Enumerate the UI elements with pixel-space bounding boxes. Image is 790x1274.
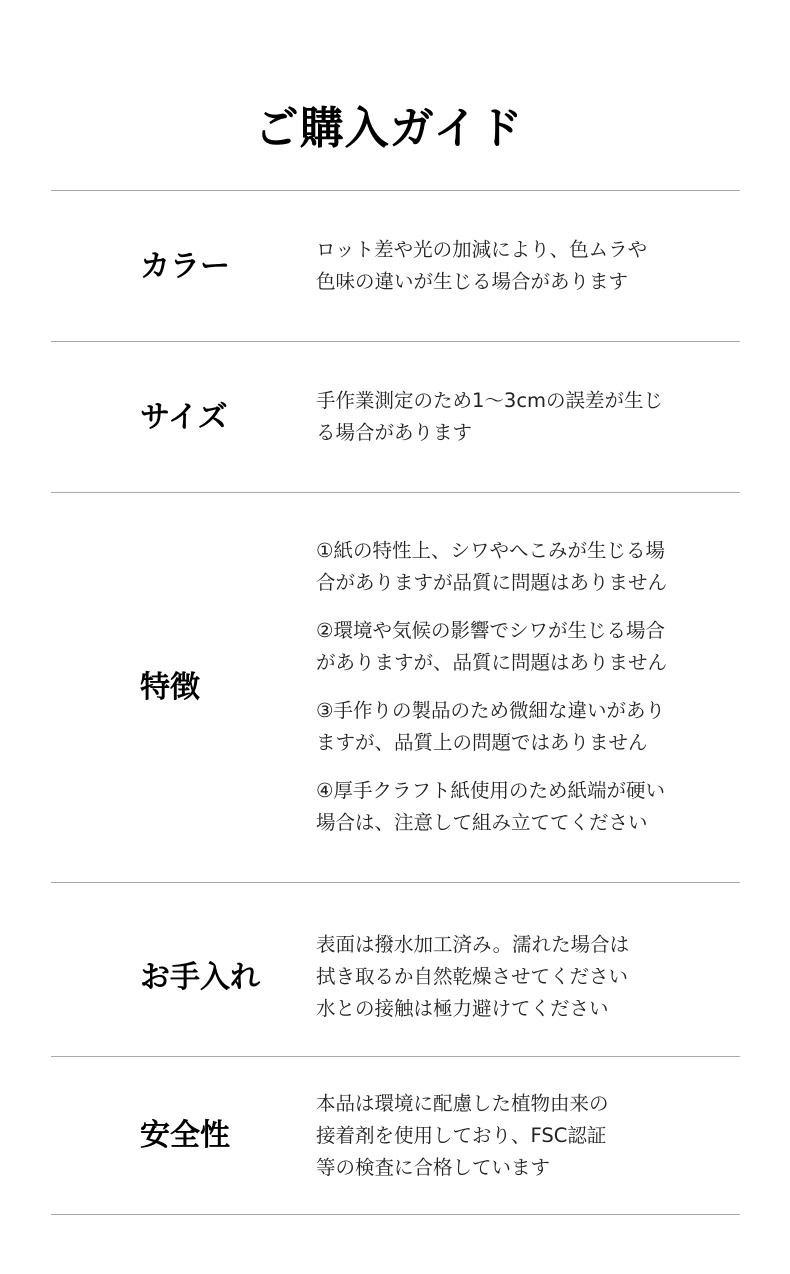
row-label-features: 特徴 bbox=[140, 670, 200, 705]
row-text-size: 手作業測定のため1〜3cmの誤差が生じ る場合があります bbox=[316, 389, 664, 444]
row-label-safety: 安全性 bbox=[140, 1118, 230, 1153]
row-content-safety bbox=[316, 1088, 716, 1184]
row-content-size bbox=[316, 385, 716, 449]
row-text-color: ロット差や光の加減により、色ムラや 色味の違いが生じる場合があります bbox=[316, 238, 648, 293]
guide-row-size bbox=[51, 341, 740, 493]
guide-row-color bbox=[51, 190, 740, 342]
row-content-care bbox=[316, 929, 716, 1025]
row-content-color bbox=[316, 234, 716, 298]
guide-row-safety bbox=[51, 1056, 740, 1215]
feature-item: ②環境や気候の影響でシワが生じる場合 がありますが、品質に問題はありません bbox=[316, 619, 668, 674]
guide-row-features bbox=[51, 492, 740, 883]
feature-item: ③手作りの製品のため微細な違いがあり ますが、品質上の問題ではありません bbox=[316, 699, 665, 754]
row-text-care: 表面は撥水加工済み。濡れた場合は 拭き取るか自然乾燥させてください 水との接触は極力避けてください bbox=[316, 933, 630, 1020]
row-label-care: お手入れ bbox=[140, 960, 260, 995]
row-content-features bbox=[316, 535, 716, 839]
row-text-safety: 本品は環境に配慮した植物由来の 接着剤を使用しており、FSC認証 等の検査に合格しています bbox=[316, 1092, 609, 1179]
page-title: ご購入ガイド bbox=[254, 103, 524, 155]
row-label-color: カラー bbox=[140, 249, 230, 284]
feature-item: ④厚手クラフト紙使用のため紙端が硬い 場合は、注意して組み立ててください bbox=[316, 779, 665, 834]
guide-row-care bbox=[51, 882, 740, 1057]
row-label-size: サイズ bbox=[140, 400, 228, 435]
feature-item: ①紙の特性上、シワやへこみが生じる場 合がありますが品質に問題はありません bbox=[316, 539, 668, 594]
